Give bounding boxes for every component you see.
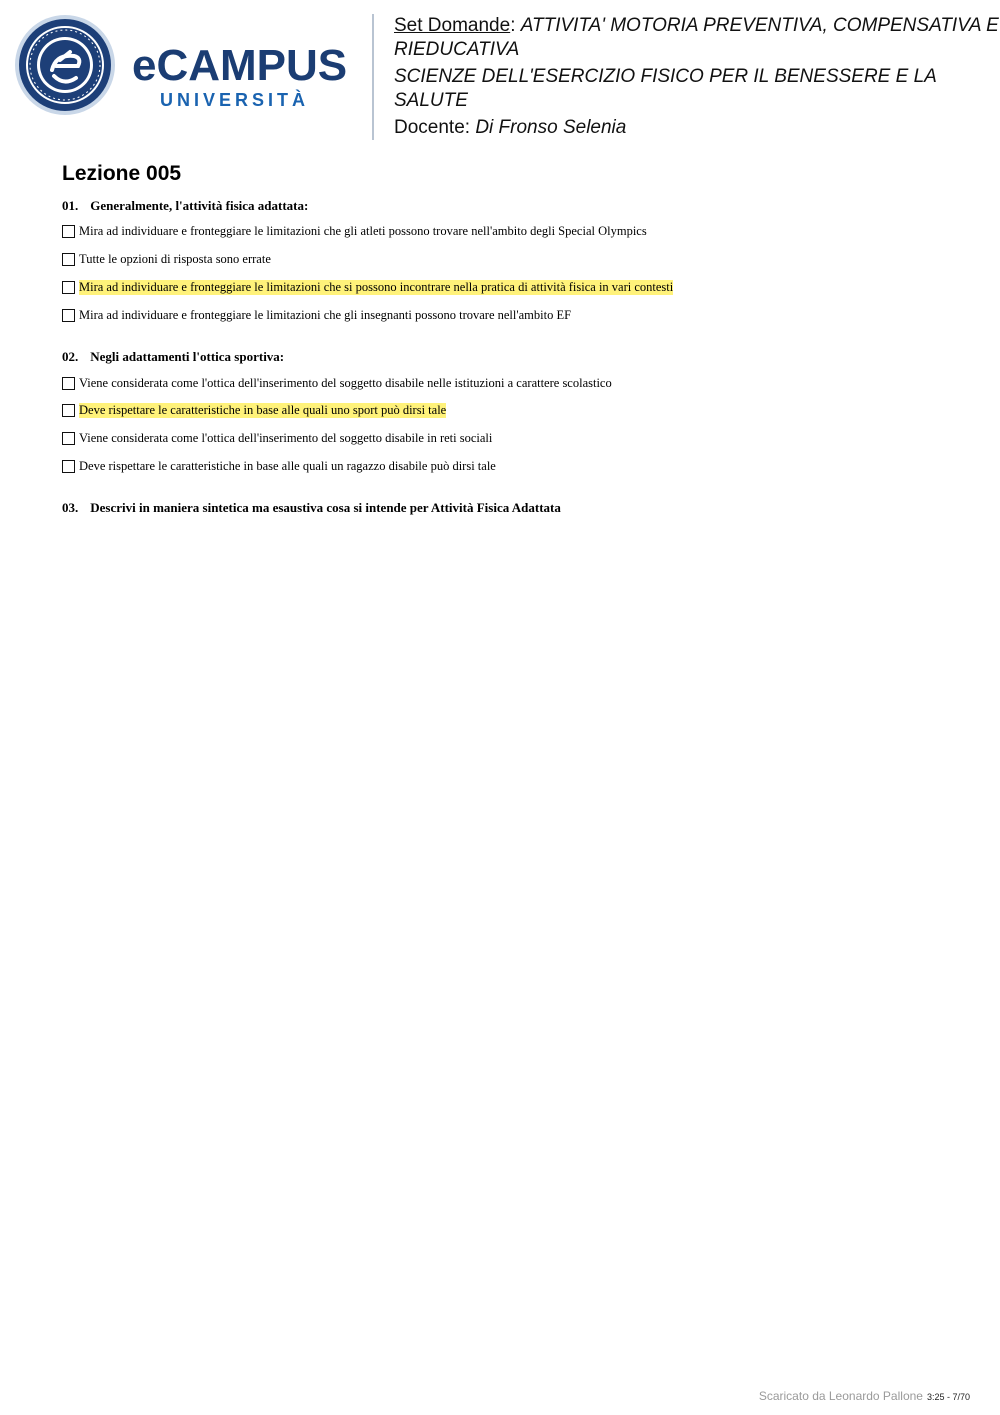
answer-checkbox[interactable] <box>62 404 75 417</box>
option-text-highlighted: Mira ad individuare e fronteggiare le limitazioni che si possono incontrare nella pratica di attività fisica in vari contesti <box>79 280 674 294</box>
page-number: 3:25 - 7/70 <box>926 1392 970 1402</box>
question-01 <box>62 198 308 214</box>
answer-checkbox[interactable] <box>62 309 75 322</box>
question-number: 01. <box>62 198 79 213</box>
docente-name: Di Fronso Selenia <box>475 117 627 138</box>
option-q1-b[interactable] <box>62 252 271 267</box>
question-03 <box>62 500 561 516</box>
docente-line <box>394 116 1000 140</box>
ecampus-seal-logo <box>14 14 116 116</box>
option-text: Viene considerata come l'ottica dell'inserimento del soggetto disabile in reti sociali <box>79 431 493 445</box>
answer-checkbox[interactable] <box>62 432 75 445</box>
answer-checkbox[interactable] <box>62 225 75 238</box>
answer-checkbox[interactable] <box>62 281 75 294</box>
page-header <box>0 0 1000 150</box>
option-q2-c[interactable] <box>62 431 492 446</box>
set-title-2: RIEDUCATIVA <box>394 39 520 60</box>
question-text: Descrivi in maniera sintetica ma esaustiva cosa si intende per Attività Fisica Adattata <box>90 500 561 515</box>
logo-sub-text: UNIVERSITÀ <box>160 90 310 110</box>
option-q1-d[interactable] <box>62 308 571 323</box>
question-text: Generalmente, l'attività fisica adattata: <box>90 198 309 213</box>
option-text: Viene considerata come l'ottica dell'inserimento del soggetto disabile nelle istituzioni a carattere scolastico <box>79 376 612 390</box>
answer-checkbox[interactable] <box>62 253 75 266</box>
question-number: 02. <box>62 349 79 364</box>
page-footer <box>759 1389 970 1403</box>
set-title-line-2 <box>394 38 1000 62</box>
ecampus-wordmark-logo <box>132 40 356 112</box>
option-q1-a[interactable] <box>62 224 647 239</box>
option-text-highlighted: Deve rispettare le caratteristiche in base alle quali uno sport può dirsi tale <box>79 403 447 417</box>
course-line-1 <box>394 65 1000 89</box>
docente-label: Docente: <box>394 117 471 138</box>
option-q2-b[interactable] <box>62 403 446 418</box>
download-watermark: Scaricato da Leonardo Pallone <box>758 1389 923 1403</box>
option-text: Tutte le opzioni di risposta sono errate <box>79 252 271 266</box>
logo-brand-text: eCAMPUS <box>132 41 348 90</box>
course-title-1: SCIENZE DELL'ESERCIZIO FISICO PER IL BENESSERE E LA <box>394 66 937 87</box>
option-q2-d[interactable] <box>62 459 496 474</box>
header-divider <box>372 14 374 140</box>
lesson-title: Lezione 005 <box>62 162 182 185</box>
option-text: Mira ad individuare e fronteggiare le limitazioni che gli atleti possono trovare nell'ambito degli Special Olympics <box>79 224 647 238</box>
set-title-1: ATTIVITA' MOTORIA PREVENTIVA, COMPENSATIVA E <box>520 15 999 36</box>
answer-checkbox[interactable] <box>62 377 75 390</box>
set-title-line-1: Set Domande: ATTIVITA' MOTORIA PREVENTIVA, COMPENSATIVA E <box>394 15 999 36</box>
option-q2-a[interactable] <box>62 376 612 391</box>
course-title-2: SALUTE <box>394 90 468 111</box>
course-info <box>394 14 1000 140</box>
question-number: 03. <box>62 500 79 515</box>
option-text: Mira ad individuare e fronteggiare le limitazioni che gli insegnanti possono trovare nell'ambito EF <box>79 308 572 322</box>
option-text: Deve rispettare le caratteristiche in base alle quali un ragazzo disabile può dirsi tale <box>79 459 496 473</box>
answer-checkbox[interactable] <box>62 460 75 473</box>
option-q1-c[interactable] <box>62 280 673 295</box>
question-02 <box>62 349 284 365</box>
set-label: Set Domande <box>394 15 511 36</box>
course-line-2 <box>394 89 1000 113</box>
question-text: Negli adattamenti l'ottica sportiva: <box>90 349 285 364</box>
